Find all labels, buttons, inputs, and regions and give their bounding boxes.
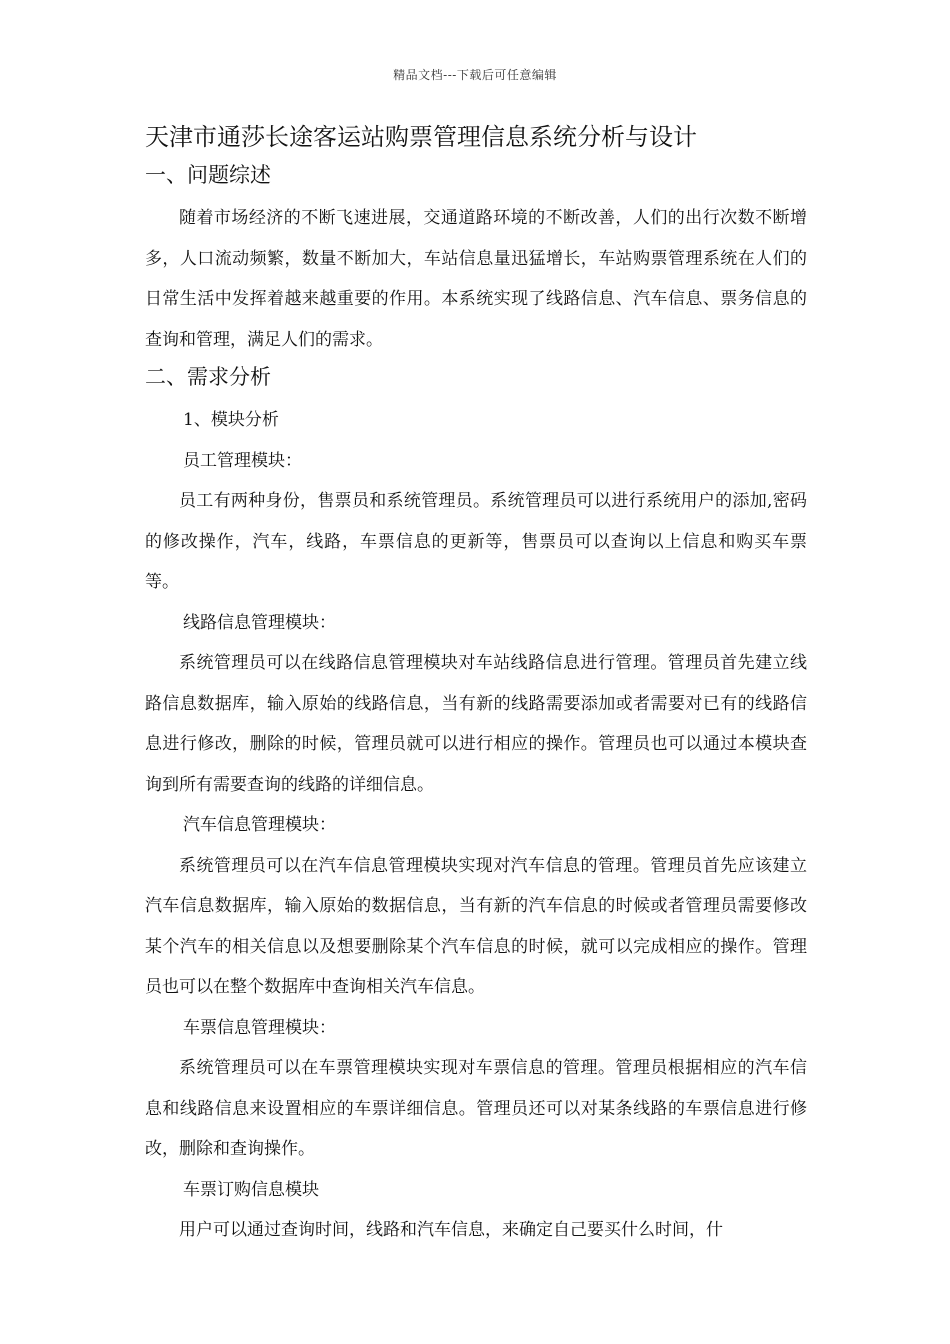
module-text-booking: 用户可以通过查询时间，线路和汽车信息，来确定自己要买什么时间，什 xyxy=(179,1220,723,1240)
module-text-staff: 员工有两种身份，售票员和系统管理员。系统管理员可以进行系统用户的添加,密码的修改操作，汽车，线路，车票信息的更新等，售票员可以查询以上信息和购买车票等。 xyxy=(145,491,807,592)
header-note: 精品文档---下载后可任意编辑 xyxy=(393,68,557,82)
overview-paragraph: 随着市场经济的不断飞速进展，交通道路环境的不断改善，人们的出行次数不断增多，人口流动频繁，数量不断加大，车站信息量迅猛增长，车站购票管理系统在人们的日常生活中发挥着越来越重要的作用。本系统实现了线路信息、汽车信息、票务信息的查询和管理，满足人们的需求。 xyxy=(145,208,807,350)
module-title-ticket: 车票信息管理模块： xyxy=(183,1017,336,1038)
module-title-bus: 汽车信息管理模块： xyxy=(183,815,336,835)
section-heading-requirements: 二、需求分析 xyxy=(145,365,271,389)
module-title-staff: 员工管理模块： xyxy=(183,450,302,471)
module-title-booking: 车票订购信息模块 xyxy=(183,1179,319,1200)
module-text-route: 系统管理员可以在线路信息管理模块对车站线路信息进行管理。管理员首先建立线路信息数据库，输入原始的线路信息，当有新的线路需要添加或者需要对已有的线路信息进行修改，删除的时候，管理员就可以进行相应的操作。管理员也可以通过本模块查询到所有需要查询的线路的详细信息。 xyxy=(145,653,807,795)
module-text-bus: 系统管理员可以在汽车信息管理模块实现对汽车信息的管理。管理员首先应该建立汽车信息数据库，输入原始的数据信息，当有新的汽车信息的时候或者管理员需要修改某个汽车的相关信息以及想要删除某个汽车信息的时候，就可以完成相应的操作。管理员也可以在整个数据库中查询相关汽车信息。 xyxy=(145,855,807,997)
subheading-module-analysis: 1、模块分析 xyxy=(183,410,279,430)
document-title: 天津市通莎长途客运站购票管理信息系统分析与设计 xyxy=(145,123,697,151)
section-heading-overview: 一、问题综述 xyxy=(145,163,271,187)
document-body xyxy=(145,120,807,1251)
module-text-ticket: 系统管理员可以在车票管理模块实现对车票信息的管理。管理员根据相应的汽车信息和线路信息来设置相应的车票详细信息。管理员还可以对某条线路的车票信息进行修改，删除和查询操作。 xyxy=(145,1058,807,1159)
module-title-route: 线路信息管理模块： xyxy=(183,612,336,633)
